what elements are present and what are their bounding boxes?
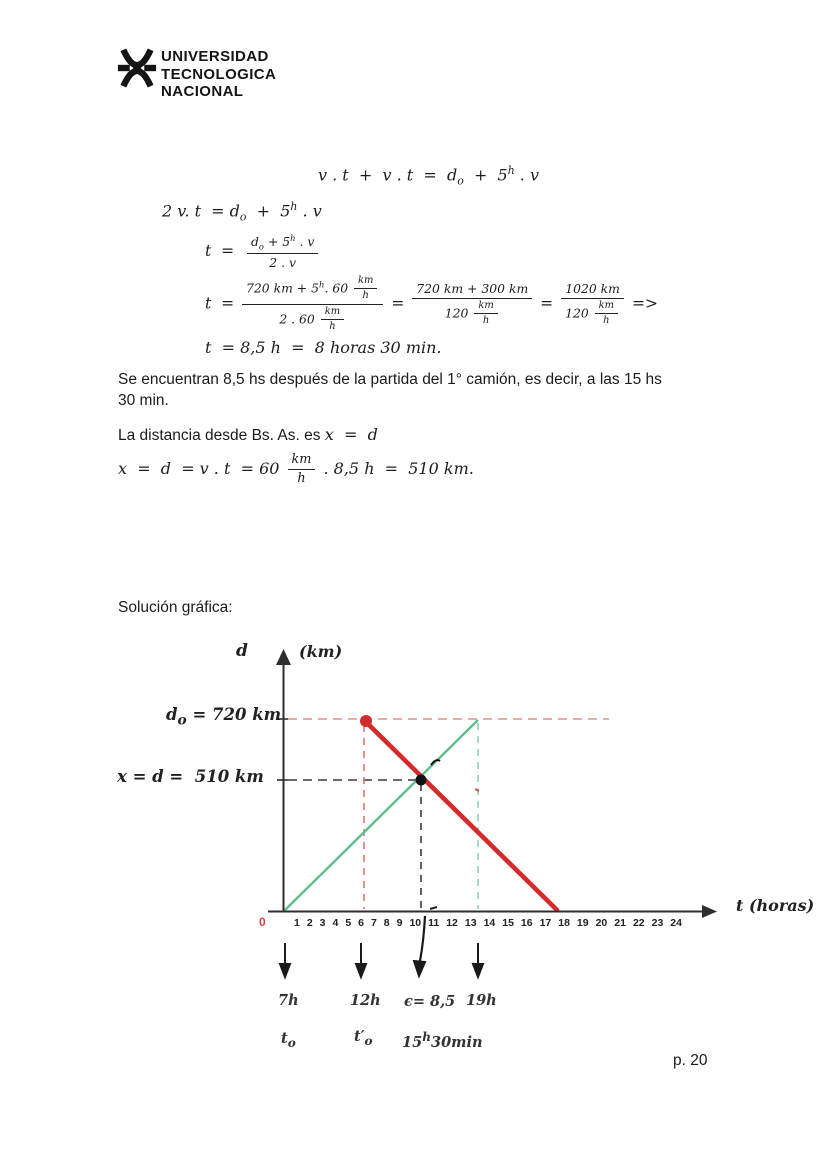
page-number: p. 20 xyxy=(673,1052,708,1069)
label-19h: 19h xyxy=(466,992,497,1009)
logo-line-3: NACIONAL xyxy=(161,83,244,100)
equation-3: t = $\frac{d_o + 5^h . v}{2 . v}$ xyxy=(205,233,321,271)
label-15h30min: 15$^h$30min xyxy=(402,1030,483,1051)
x-axis-arrowhead xyxy=(702,905,717,918)
axes xyxy=(268,661,704,912)
paragraph-distance-math: x = d xyxy=(324,425,378,444)
x-tick: 3 xyxy=(319,917,326,929)
y-axis-letter: d xyxy=(236,641,248,661)
x-tick: 15 xyxy=(502,917,514,929)
x-tick: 12 xyxy=(446,917,458,929)
pen-mark-axis xyxy=(430,907,437,909)
x-tick: 6 xyxy=(358,917,364,929)
x-tick: 19 xyxy=(576,917,589,929)
black-dot-intersection xyxy=(416,775,427,786)
x-tick: 21 xyxy=(614,917,626,929)
y-axis-unit: (km) xyxy=(299,642,343,661)
x-tick: 18 xyxy=(558,917,570,929)
x-tick: 10 xyxy=(409,917,422,929)
logo-line-2: TECNOLOGICA xyxy=(161,65,277,83)
paragraph-distance-text: La distancia desde Bs. As. es xyxy=(118,427,325,444)
logo-line-1: UNIVERSIDAD xyxy=(161,48,269,65)
label-t0: $t_o$ xyxy=(281,1030,296,1050)
x-tick: 2 xyxy=(306,917,313,929)
x-tick: 23 xyxy=(651,917,664,929)
green-line xyxy=(285,720,478,910)
red-speck xyxy=(475,789,479,791)
label-do-720: $d_o = 720$ km xyxy=(166,705,282,729)
x-tick: 14 xyxy=(483,917,496,929)
utn-logo-mark xyxy=(117,47,157,89)
equation-5: t = 8,5 h = 8 horas 30 min. xyxy=(205,338,442,357)
equation-distance: x = d = v . t = 60 $\frac{km}{h}$ . 8,5 h = 510 km. xyxy=(118,452,474,486)
label-12h: 12h xyxy=(350,992,381,1009)
x-tick: 22 xyxy=(632,917,645,929)
x-tick: 24 xyxy=(670,917,682,929)
x-tick: 4 xyxy=(332,917,339,929)
label-t-8-5: ϵ= 8,5 xyxy=(404,993,456,1010)
x-tick: 8 xyxy=(383,917,390,929)
solution-heading: Solución gráfica: xyxy=(118,599,233,616)
y-axis-arrowhead xyxy=(276,649,291,665)
red-dot-start xyxy=(360,715,372,727)
x-tick: 16 xyxy=(520,917,533,929)
x-tick-zero: 0 xyxy=(259,915,266,929)
utn-logo-icon xyxy=(117,47,157,89)
equation-1: v . t + v . $t = d_o + 5^h$ . v xyxy=(318,164,540,188)
x-tick: 5 xyxy=(345,917,352,929)
x-tick: 7 xyxy=(370,917,377,929)
x-tick-row xyxy=(294,917,682,929)
x-tick: 11 xyxy=(428,917,440,929)
pen-mark xyxy=(431,760,440,765)
paragraph-result xyxy=(118,369,738,411)
utn-logo-text xyxy=(161,48,276,101)
x-tick: 1 xyxy=(294,917,300,929)
equation-4: t = 720 km + $5^h$. 60 $\frac{km}{h}$ 2 . 60 $\frac{km}{h}$ = 720 km + 300 km 120 $\frac{km}{h}$ = 1020 km 120 $\frac{km}{h}$ => xyxy=(205,275,658,333)
x-tick: 20 xyxy=(595,917,608,929)
paragraph-result-line1: Se encuentran 8,5 hs después de la partida del 1° camión, es decir, a las 15 hs xyxy=(118,371,662,388)
equation-2: 2 v. $t = d_o + 5^h$ . v xyxy=(162,200,322,224)
label-7h: 7h xyxy=(278,992,299,1009)
x-tick: 17 xyxy=(539,917,552,929)
x-tick: 13 xyxy=(464,917,477,929)
red-line xyxy=(366,722,557,910)
x-tick: 9 xyxy=(396,917,403,929)
x-axis-label: t (horas) xyxy=(736,896,815,915)
label-t-prime-0: $t'_o$ xyxy=(354,1028,373,1048)
label-xd-510: x = d = 510 km xyxy=(117,767,264,786)
paragraph-result-line2: 30 min. xyxy=(118,392,169,409)
paragraph-distance xyxy=(118,424,378,446)
